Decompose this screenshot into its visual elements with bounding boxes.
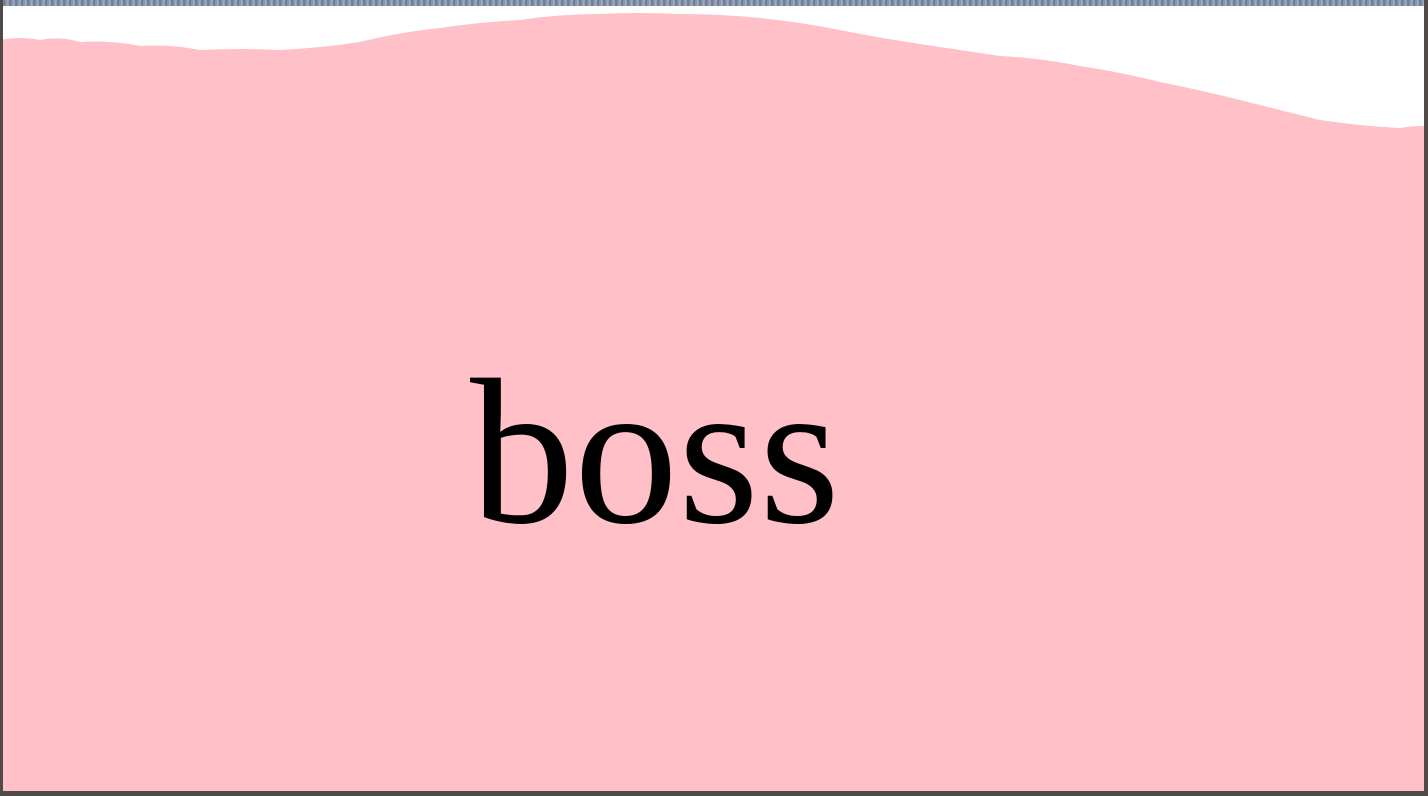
frame-right-border <box>1424 0 1428 796</box>
boss-label: boss <box>470 337 840 567</box>
frame-left-border <box>0 0 3 796</box>
top-edge-strip <box>0 0 1428 6</box>
frame-bottom-border <box>0 791 1428 796</box>
